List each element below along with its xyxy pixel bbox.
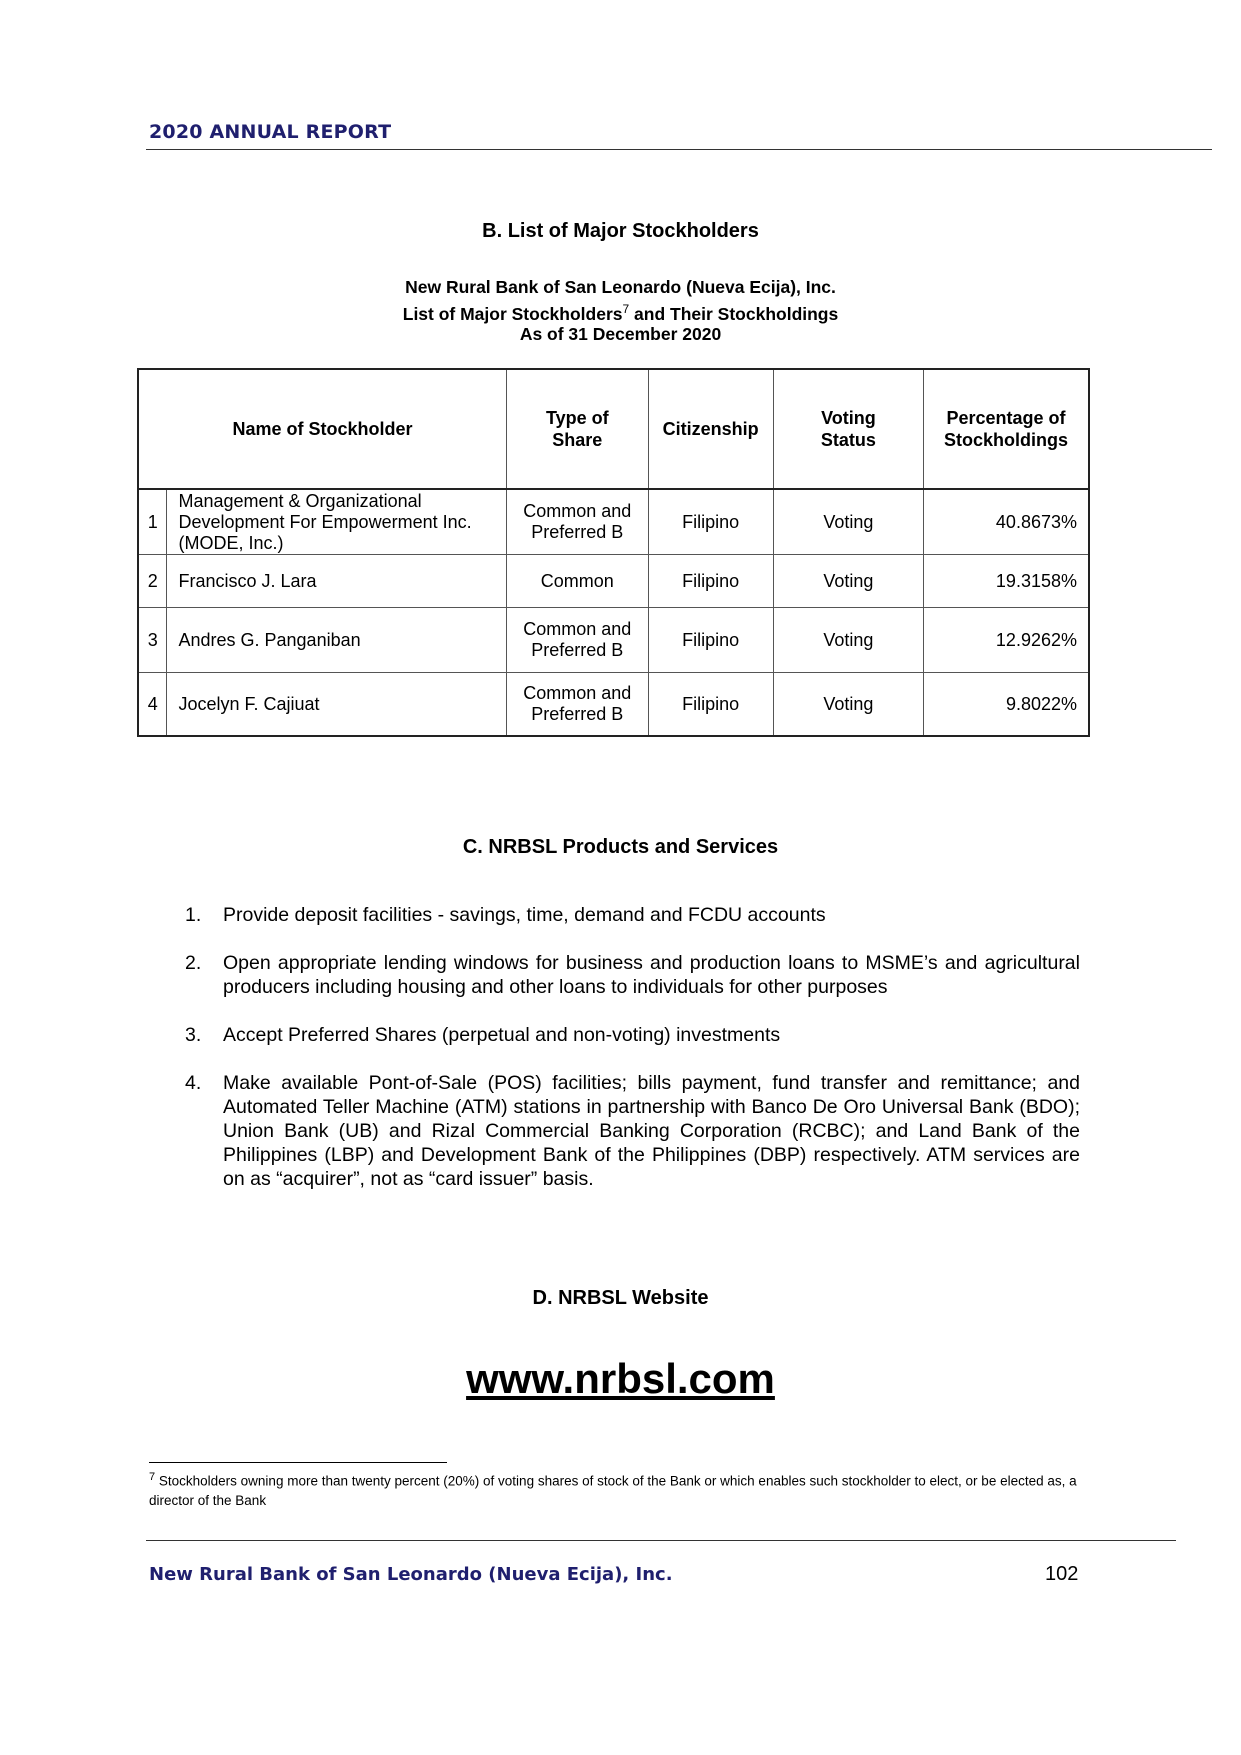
voting-status: Voting <box>773 673 923 737</box>
list-number: 2. <box>185 952 202 974</box>
footnote-ref: 7 <box>622 302 630 316</box>
section-c-heading: C. NRBSL Products and Services <box>462 836 779 858</box>
citizenship: Filipino <box>648 489 773 555</box>
voting-status: Voting <box>773 489 923 555</box>
table-row <box>138 673 1089 737</box>
stockholder-name: Francisco J. Lara <box>167 555 507 608</box>
col-header-voting: Voting Status <box>773 369 923 489</box>
list-item <box>185 1071 1080 1191</box>
table-company-title: New Rural Bank of San Leonardo (Nueva Ecija), Inc. <box>405 277 836 297</box>
table-row <box>138 555 1089 608</box>
list-item <box>185 1023 1080 1047</box>
services-list <box>185 903 1080 1215</box>
footer-company-name: New Rural Bank of San Leonardo (Nueva Ecija), Inc. <box>149 1564 673 1585</box>
list-number: 3. <box>185 1024 202 1046</box>
footnote-divider <box>149 1462 447 1463</box>
footnote <box>149 1468 1079 1510</box>
list-text: Make available Pont-of-Sale (POS) facilities; bills payment, fund transfer and remittance; and Automated Teller Machine (ATM) stations in partnership with Banco De Oro Universal Bank (BDO); Union Bank (UB) and Rizal Commercial Banking Corporation (RCBC); and Land Bank of the Philippines (LBP) and Development Bank of the Philippines (DBP) respectively. ATM services are on as “acquirer”, not as “card issuer” basis. <box>223 1072 1080 1190</box>
share-type: Common and Preferred B <box>507 489 648 555</box>
voting-status: Voting <box>773 608 923 673</box>
list-text: Provide deposit facilities - savings, time, demand and FCDU accounts <box>223 904 826 926</box>
table-row <box>138 608 1089 673</box>
list-text: Accept Preferred Shares (perpetual and non-voting) investments <box>223 1024 781 1046</box>
table-as-of-date: As of 31 December 2020 <box>519 324 722 344</box>
percentage: 9.8022% <box>924 673 1090 737</box>
citizenship: Filipino <box>648 555 773 608</box>
stockholder-name: Andres G. Panganiban <box>167 608 507 673</box>
row-number: 3 <box>138 608 167 673</box>
table-subtitle: List of Major Stockholders$^7$ and Their Stockholdings <box>402 302 839 324</box>
row-number: 2 <box>138 555 167 608</box>
percentage: 19.3158% <box>924 555 1090 608</box>
section-d-heading: D. NRBSL Website <box>532 1287 709 1309</box>
header-divider <box>146 149 1212 150</box>
stockholder-name: Jocelyn F. Cajiuat <box>167 673 507 737</box>
citizenship: Filipino <box>648 608 773 673</box>
table-row <box>138 489 1089 555</box>
list-number: 4. <box>185 1072 202 1094</box>
footnote-marker: 7 <box>149 1471 156 1483</box>
share-type: Common and Preferred B <box>507 673 648 737</box>
percentage: 40.8673% <box>924 489 1090 555</box>
share-type: Common and Preferred B <box>507 608 648 673</box>
col-header-name: Name of Stockholder <box>138 369 507 489</box>
share-type: Common <box>507 555 648 608</box>
list-text: Open appropriate lending windows for business and production loans to MSME’s and agricultural producers including housing and other loans to individuals for other purposes <box>223 952 1080 998</box>
page-number: 102 <box>1045 1563 1079 1585</box>
section-b-heading: B. List of Major Stockholders <box>482 220 759 242</box>
footer-divider <box>146 1540 1176 1541</box>
percentage: 12.9262% <box>924 608 1090 673</box>
report-header-title: 2020 ANNUAL REPORT <box>149 121 392 143</box>
col-header-type: Type of Share <box>507 369 648 489</box>
col-header-percentage: Percentage of Stockholdings <box>924 369 1090 489</box>
row-number: 1 <box>138 489 167 555</box>
website-link[interactable]: www.nrbsl.com <box>466 1355 775 1402</box>
table-header-row <box>138 369 1089 489</box>
voting-status: Voting <box>773 555 923 608</box>
footnote-text: Stockholders owning more than twenty percent (20%) of voting shares of stock of the Bank or which enables such stockholder to elect, or be elected as, a director of the Bank <box>149 1473 1077 1508</box>
row-number: 4 <box>138 673 167 737</box>
stockholders-table <box>137 368 1090 737</box>
stockholder-name: Management & Organizational Development For Empowerment Inc. (MODE, Inc.) <box>167 489 507 555</box>
citizenship: Filipino <box>648 673 773 737</box>
list-number: 1. <box>185 904 202 926</box>
col-header-citizenship: Citizenship <box>648 369 773 489</box>
list-item <box>185 951 1080 999</box>
list-item <box>185 903 1080 927</box>
